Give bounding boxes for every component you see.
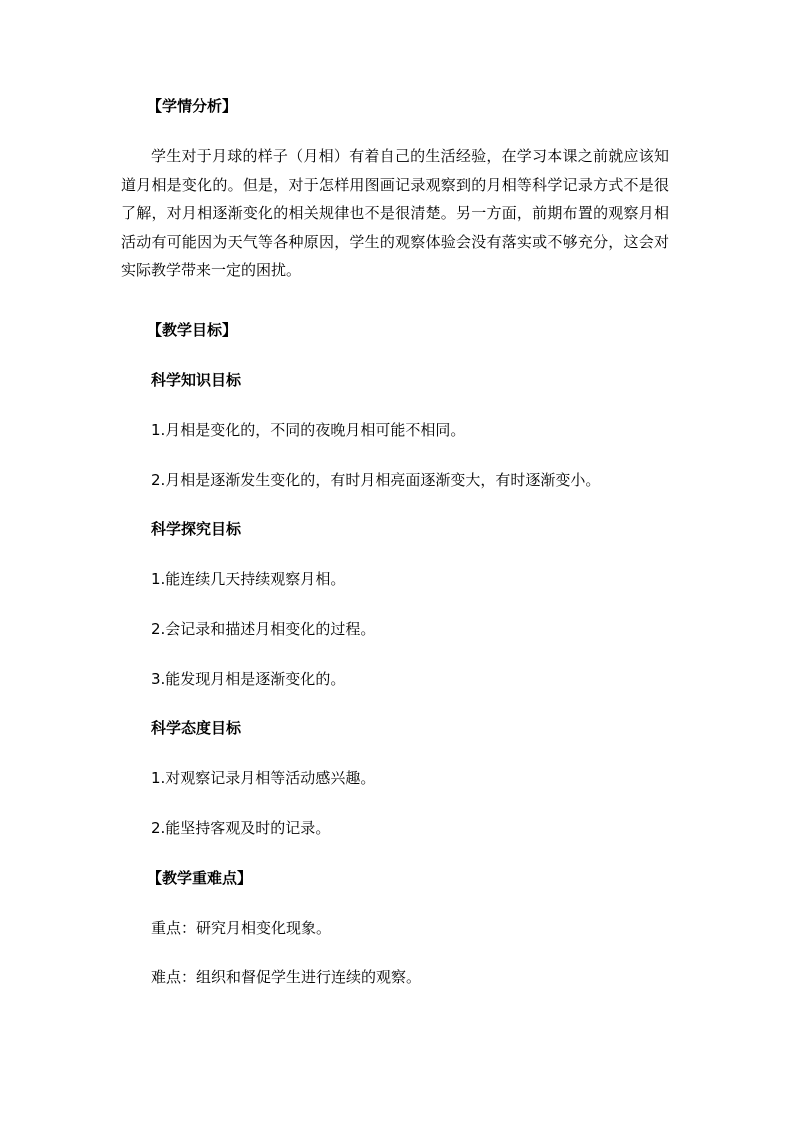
keypoint-focus: 重点：研究月相变化现象。 [151,919,332,937]
knowledge-item-2: 2.月相是逐渐发生变化的，有时月相亮面逐渐变大，有时逐渐变小。 [151,471,601,489]
section-heading-keypoints: 【教学重难点】 [147,869,253,887]
section-heading-analysis: 【学情分析】 [147,97,238,115]
subheading-knowledge: 科学知识目标 [151,371,242,389]
attitude-item-2: 2.能坚持客观及时的记录。 [151,819,331,837]
inquiry-item-2: 2.会记录和描述月相变化的过程。 [151,620,376,638]
subheading-attitude: 科学态度目标 [151,719,242,737]
analysis-paragraph: 学生对于月球的样子（月相）有着自己的生活经验，在学习本课之前就应该知道月相是变化的。但是，对于怎样用图画记录观察到的月相等科学记录方式不是很了解，对月相逐渐变化的相关规律也不是很清楚。另一方面，前期布置的观察月相活动有可能因为天气等各种原因，学生的观察体验会没有落实或不够充分，这会对实际教学带来一定的困扰。 [121,147,669,279]
keypoint-difficulty: 难点：组织和督促学生进行连续的观察。 [151,968,422,986]
knowledge-item-1: 1.月相是变化的，不同的夜晚月相可能不相同。 [151,421,466,439]
subheading-inquiry: 科学探究目标 [151,520,242,538]
inquiry-item-3: 3.能发现月相是逐渐变化的。 [151,670,346,688]
section-heading-goals: 【教学目标】 [147,321,238,339]
attitude-item-1: 1.对观察记录月相等活动感兴趣。 [151,769,376,787]
inquiry-item-1: 1.能连续几天持续观察月相。 [151,570,346,588]
